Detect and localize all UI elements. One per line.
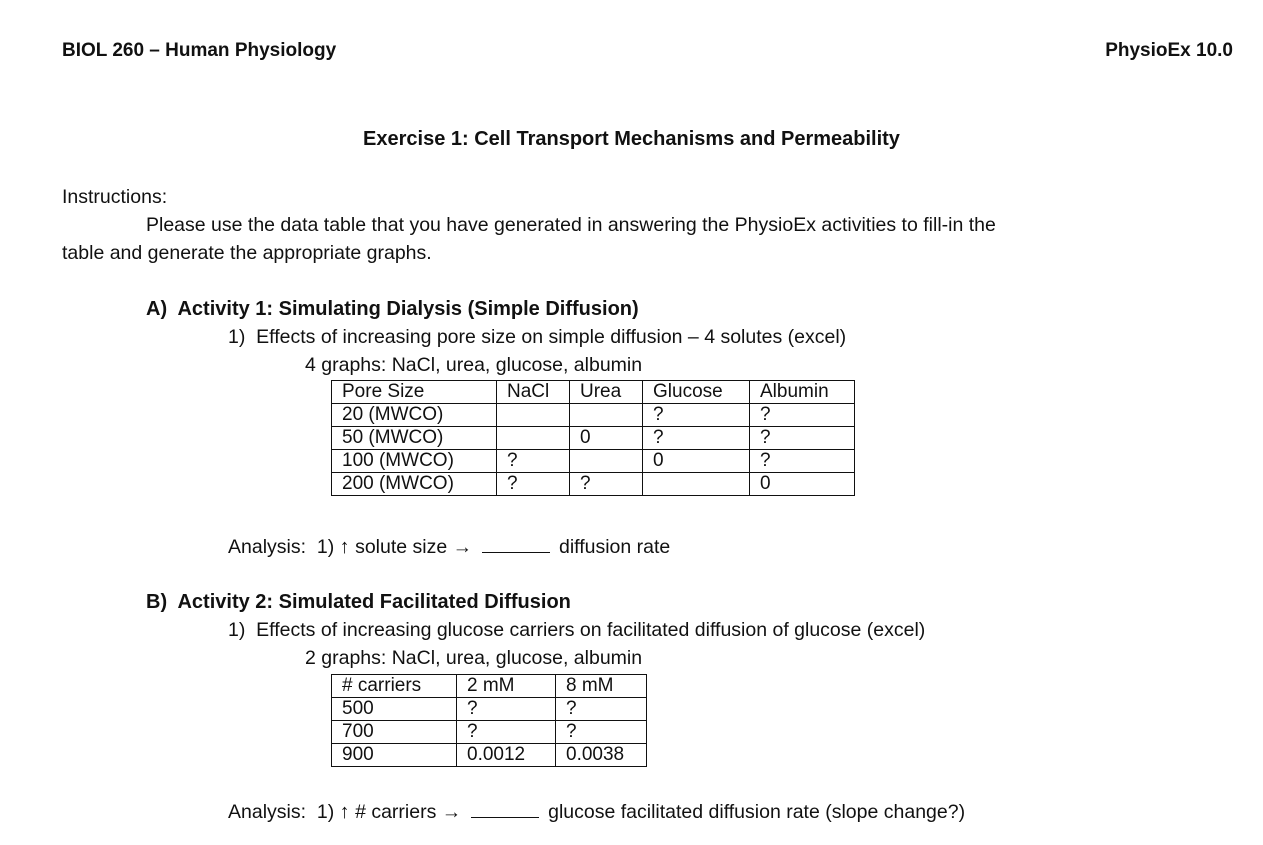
exercise-title: Exercise 1: Cell Transport Mechanisms and Permeability (363, 128, 900, 150)
header-pore-size: Pore Size (332, 381, 497, 404)
header-glucose: Glucose (643, 381, 750, 404)
table-row (332, 721, 647, 744)
analysis-suffix: diffusion rate (558, 536, 671, 558)
table-cell (570, 404, 643, 427)
table-cell: 0.0012 (457, 744, 556, 767)
table-cell: 0 (750, 473, 855, 496)
section-b-item: 1) Effects of increasing glucose carriers on facilitated diffusion of glucose (excel) (228, 619, 926, 641)
analysis-number: 1) (316, 801, 335, 823)
instructions-line-1: Please use the data table that you have generated in answering the PhysioEx activities to fill-in the (146, 214, 996, 236)
header-nacl: NaCl (497, 381, 570, 404)
table-cell: 500 (332, 698, 457, 721)
table-cell: ? (457, 721, 556, 744)
table-cell (643, 473, 750, 496)
carriers-table (331, 674, 647, 767)
header-2mm: 2 mM (457, 675, 556, 698)
table-row (332, 698, 647, 721)
table-cell: 900 (332, 744, 457, 767)
course-title: BIOL 260 – Human Physiology (62, 40, 337, 61)
table-cell: 100 (MWCO) (332, 450, 497, 473)
table-cell: 700 (332, 721, 457, 744)
table-cell: 200 (MWCO) (332, 473, 497, 496)
table-cell: ? (750, 450, 855, 473)
pore-size-table (331, 380, 855, 496)
analysis-number: 1) (316, 536, 335, 558)
table-cell: ? (556, 721, 647, 744)
section-a-item: 1) Effects of increasing pore size on simple diffusion – 4 solutes (excel) (228, 326, 847, 348)
section-b-graphs: 2 graphs: NaCl, urea, glucose, albumin (305, 647, 643, 669)
table-cell: 0 (643, 450, 750, 473)
arrow-up-icon: ↑ (339, 801, 350, 823)
table-row (332, 473, 855, 496)
table-cell: ? (570, 473, 643, 496)
section-b-analysis (228, 801, 965, 824)
table-row (332, 427, 855, 450)
table-header-row (332, 675, 647, 698)
instructions-line-2: table and generate the appropriate graphs. (62, 242, 432, 264)
table-row (332, 450, 855, 473)
header-8mm: 8 mM (556, 675, 647, 698)
analysis-label: Analysis: (228, 536, 307, 558)
table-row (332, 404, 855, 427)
header-urea: Urea (570, 381, 643, 404)
section-a-graphs: 4 graphs: NaCl, urea, glucose, albumin (305, 354, 643, 376)
table-cell: 50 (MWCO) (332, 427, 497, 450)
table-cell: ? (556, 698, 647, 721)
table-cell (497, 427, 570, 450)
table-row (332, 744, 647, 767)
table-cell: ? (750, 404, 855, 427)
instructions-label: Instructions: (62, 186, 168, 208)
table-header-row (332, 381, 855, 404)
section-a-analysis (228, 536, 670, 559)
table-cell (570, 450, 643, 473)
section-b-heading: B) Activity 2: Simulated Facilitated Diffusion (146, 591, 571, 613)
table-cell: ? (457, 698, 556, 721)
header-albumin: Albumin (750, 381, 855, 404)
table-cell: 0.0038 (556, 744, 647, 767)
analysis-text: # carriers → (355, 801, 462, 823)
header-carriers: # carriers (332, 675, 457, 698)
analysis-suffix: glucose facilitated diffusion rate (slope change?) (548, 801, 966, 823)
answer-blank[interactable] (482, 536, 550, 553)
arrow-up-icon: ↑ (339, 536, 350, 558)
table-cell: ? (497, 473, 570, 496)
table-cell: ? (497, 450, 570, 473)
table-cell: ? (643, 404, 750, 427)
table-cell: ? (750, 427, 855, 450)
table-cell: 0 (570, 427, 643, 450)
analysis-text: solute size → (355, 536, 473, 558)
table-cell (497, 404, 570, 427)
analysis-label: Analysis: (228, 801, 307, 823)
table-cell: 20 (MWCO) (332, 404, 497, 427)
software-version: PhysioEx 10.0 (1105, 40, 1233, 61)
table-cell: ? (643, 427, 750, 450)
section-a-heading: A) Activity 1: Simulating Dialysis (Simple Diffusion) (146, 298, 639, 320)
answer-blank[interactable] (471, 801, 539, 818)
